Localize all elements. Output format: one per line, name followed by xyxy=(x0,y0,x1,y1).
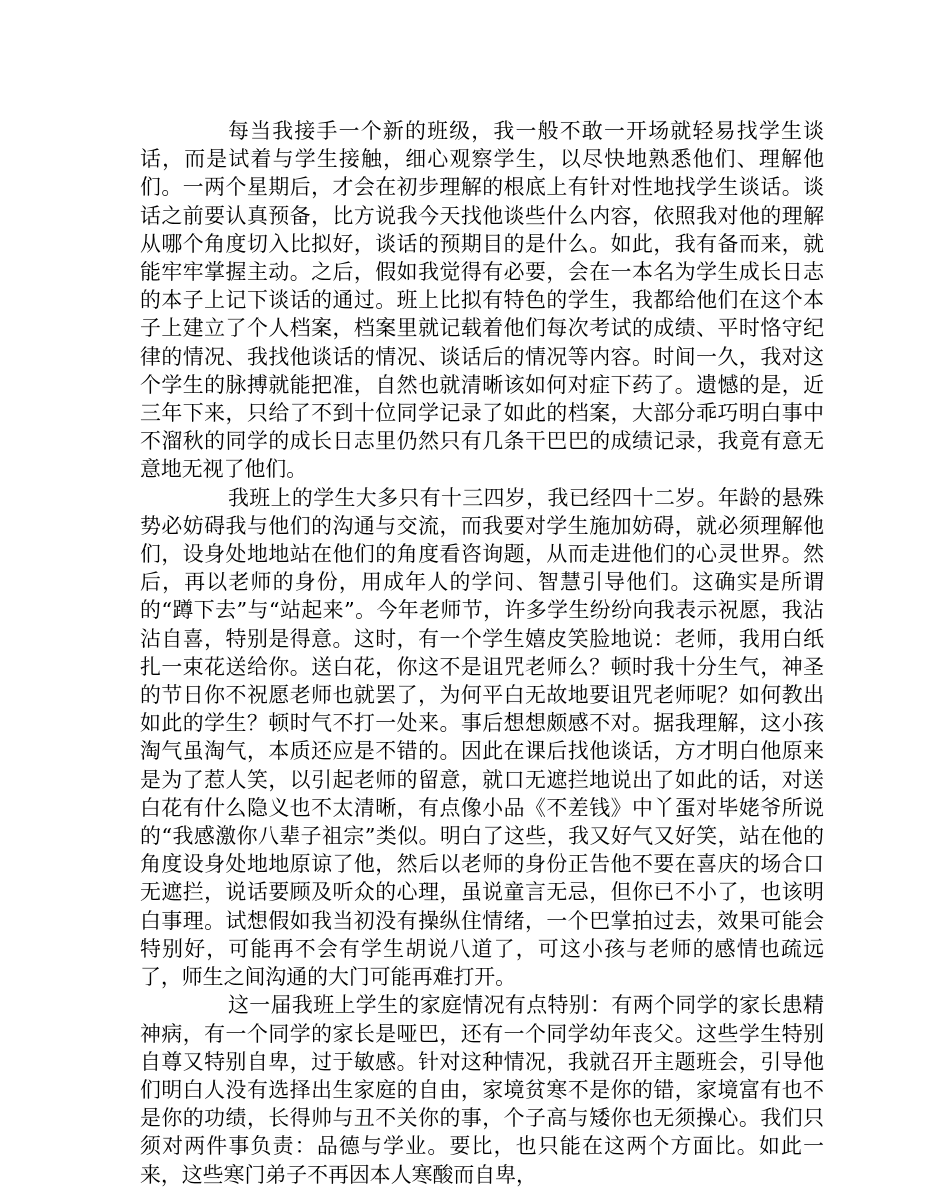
paragraph-1: 每当我接手一个新的班级，我一般不敢一开场就轻易找学生谈话，而是试着与学生接触，细心观察学生，以尽快地熟悉他们、理解他们。一两个星期后，才会在初步理解的根底上有针对性地找学生谈话。谈话之前要认真预备，比方说我今天找他谈些什么内容，依照我对他的理解从哪个角度切入比拟好，谈话的预期目的是什么。如此，我有备而来，就能牢牢掌握主动。之后，假如我觉得有必要，会在一本名为学生成长日志的本子上记下谈话的通过。班上比拟有特色的学生，我都给他们在这个本子上建立了个人档案，档案里就记载着他们每次考试的成绩、平时恪守纪律的情况、我找他谈话的情况、谈话后的情况等内容。时间一久，我对这个学生的脉搏就能把准，自然也就清晰该如何对症下药了。遗憾的是，近三年下来，只给了不到十位同学记录了如此的档案，大部分乖巧明白事中不溜秋的同学的成长日志里仍然只有几条干巴巴的成绩记录，我竟有意无意地无视了他们。 xyxy=(140,119,824,482)
document-body xyxy=(140,117,824,1189)
paragraph-3: 这一届我班上学生的家庭情况有点特别：有两个同学的家长患精神病，有一个同学的家长是哑巴，还有一个同学幼年丧父。这些学生特别自尊又特别自卑，过于敏感。针对这种情况，我就召开主题班会，引导他们明白人没有选择出生家庭的自由，家境贫寒不是你的错，家境富有也不是你的功绩，长得帅与丑不关你的事，个子高与矮你也无须操心。我们只须对两件事负责：品德与学业。要比，也只能在这两个方面比。如此一来，这些寒门弟子不再因本人寒酸而自卑， xyxy=(140,993,824,1187)
paragraph-2: 我班上的学生大多只有十三四岁，我已经四十二岁。年龄的悬殊势必妨碍我与他们的沟通与交流，而我要对学生施加妨碍，就必须理解他们，设身处地地站在他们的角度看咨询题，从而走进他们的心灵世界。然后，再以老师的身份，用成年人的学问、智慧引导他们。这确实是所谓的“蹲下去”与“站起来”。今年老师节，许多学生纷纷向我表示祝愿，我沾沾自喜，特别是得意。这时，有一个学生嬉皮笑脸地说：老师，我用白纸扎一束花送给你。送白花，你这不是诅咒老师么？顿时我十分生气，神圣的节日你不祝愿老师也就罢了，为何平白无故地要诅咒老师呢？如何教出如此的学生？顿时气不打一处来。事后想想颇感不对。据我理解，这小孩淘气虽淘气，本质还应是不错的。因此在课后找他谈话，方才明白他原来是为了惹人笑，以引起老师的留意，就口无遮拦地说出了如此的话，对送白花有什么隐义也不太清晰，有点像小品《不差钱》中丫蛋对毕姥爷所说的“我感激你八辈子祖宗”类似。明白了这些，我又好气又好笑，站在他的角度设身处地地原谅了他，然后以老师的身份正告他不要在喜庆的场合口无遮拦，说话要顾及听众的心理，虽说童言无忌，但你已不小了，也该明白事理。试想假如我当初没有操纵住情绪，一个巴掌拍过去，效果可能会特别好，可能再不会有学生胡说八道了，可这小孩与老师的感情也疏远了，师生之间沟通的大门可能再难打开。 xyxy=(140,485,824,990)
